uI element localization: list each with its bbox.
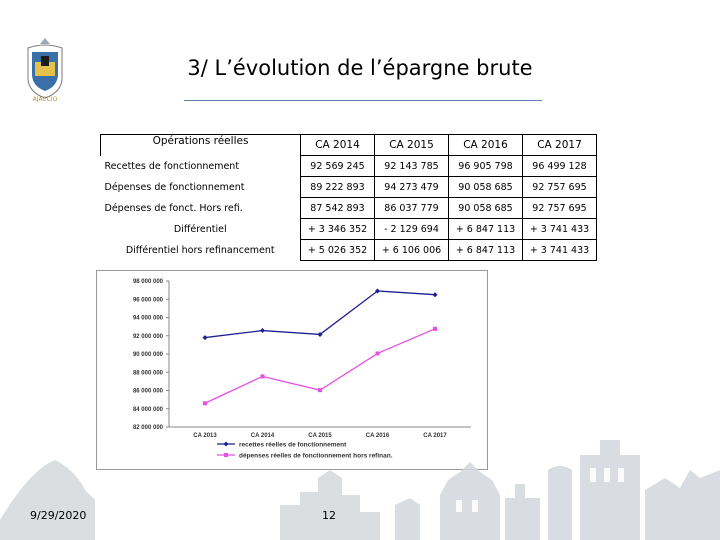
row-value: + 6 106 006	[375, 240, 449, 261]
y-tick-label: 94 000 000	[132, 315, 163, 322]
row-value: + 3 346 352	[301, 219, 375, 240]
row-value: - 2 129 694	[375, 219, 449, 240]
row-value: 92 757 695	[523, 177, 597, 198]
row-value: + 6 847 113	[449, 219, 523, 240]
row-value: + 3 741 433	[523, 240, 597, 261]
row-label: Recettes de fonctionnement	[104, 160, 240, 172]
x-tick-label: CA 2016	[365, 433, 390, 439]
header-label: Opérations réelles	[101, 135, 301, 156]
slide-page-number: 12	[322, 509, 336, 522]
slide-title: 3/ L’évolution de l’épargne brute	[187, 56, 533, 80]
header-year: CA 2015	[375, 135, 449, 156]
row-value: 96 499 128	[523, 156, 597, 177]
row-value: 86 037 779	[375, 198, 449, 219]
header-year: CA 2017	[523, 135, 597, 156]
y-tick-label: 82 000 000	[132, 425, 163, 431]
row-label: Dépenses de fonct. Hors refi.	[104, 202, 243, 214]
x-tick-label: CA 2014	[250, 433, 275, 439]
row-value: + 3 741 433	[523, 219, 597, 240]
row-value: 90 058 685	[449, 198, 523, 219]
x-tick-label: CA 2013	[193, 433, 217, 439]
row-value: 87 542 893	[301, 198, 375, 219]
row-value: 92 757 695	[523, 198, 597, 219]
row-value: 92 143 785	[375, 156, 449, 177]
row-value: 96 905 798	[449, 156, 523, 177]
row-value: 92 569 245	[301, 156, 375, 177]
header-year: CA 2014	[301, 135, 375, 156]
x-tick-label: CA 2017	[423, 433, 447, 439]
row-value: + 5 026 352	[301, 240, 375, 261]
y-tick-label: 90 000 000	[132, 352, 163, 358]
row-value: 89 222 893	[301, 177, 375, 198]
legend-entry: recettes réelles de fonctionnement	[239, 441, 347, 449]
y-tick-label: 84 000 000	[132, 406, 163, 413]
x-tick-label: CA 2015	[308, 433, 332, 439]
header-year: CA 2016	[449, 135, 523, 156]
y-tick-label: 98 000 000	[132, 279, 163, 285]
y-tick-label: 86 000 000	[132, 388, 163, 395]
y-tick-label: 92 000 000	[132, 333, 163, 340]
y-tick-label: 88 000 000	[132, 370, 163, 377]
row-value: + 6 847 113	[449, 240, 523, 261]
slide-date: 9/29/2020	[30, 509, 87, 522]
row-label: Dépenses de fonctionnement	[104, 181, 245, 193]
legend-entry: dépenses réelles de fonctionnement hors refinan.	[239, 452, 393, 460]
logo-text: AJACCIO	[32, 96, 58, 102]
row-label: Différentiel	[173, 223, 227, 235]
row-label: Différentiel hors refinancement	[125, 244, 275, 256]
y-tick-label: 96 000 000	[132, 297, 163, 304]
row-value: 90 058 685	[449, 177, 523, 198]
row-value: 94 273 479	[375, 177, 449, 198]
